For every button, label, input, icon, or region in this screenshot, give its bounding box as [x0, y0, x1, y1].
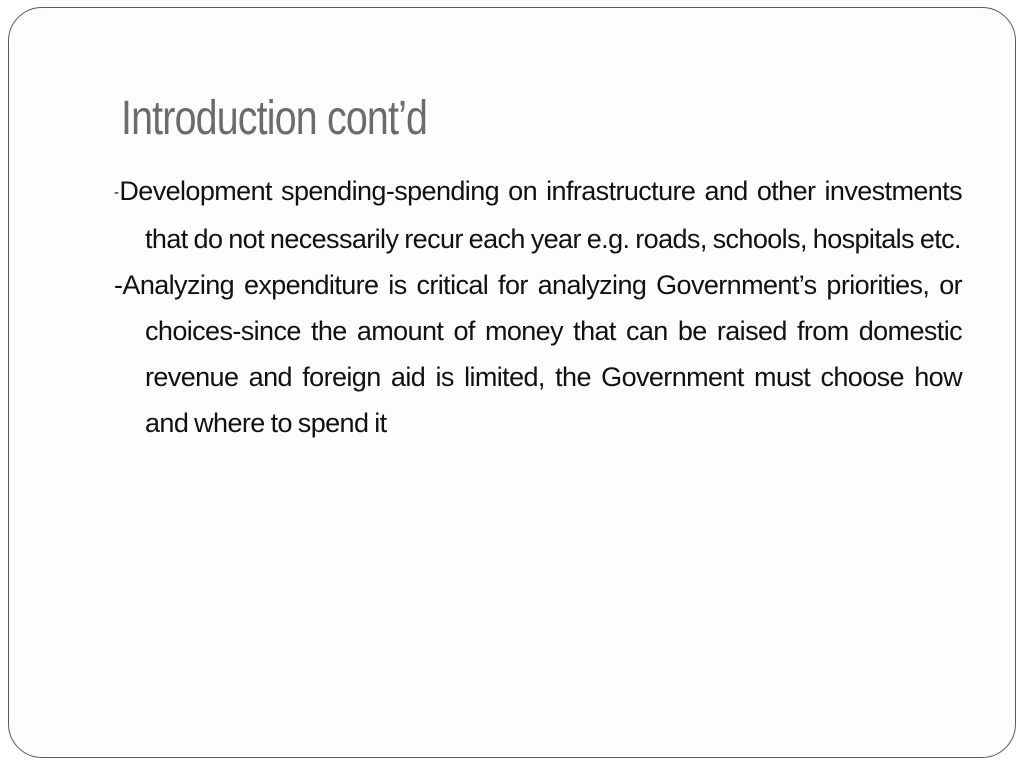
slide-title: Introduction cont’d — [121, 92, 428, 145]
paragraph-development-spending — [114, 168, 962, 262]
paragraph-analyzing-expenditure — [114, 262, 962, 446]
paragraph-text: Development spending-spending on infrastructure and other investments that do not necessarily recur each year e.g. roads, schools, hospitals etc. — [119, 176, 962, 254]
paragraph-marker: - — [114, 184, 119, 201]
slide-body — [114, 168, 962, 446]
paragraph-marker: - — [114, 270, 123, 300]
paragraph-text: Analyzing expenditure is critical for analyzing Government’s priorities, or choices-since the amount of money that can be raised from domestic revenue and foreign aid is limited, the Government must choose how and where to spend it — [122, 270, 962, 438]
